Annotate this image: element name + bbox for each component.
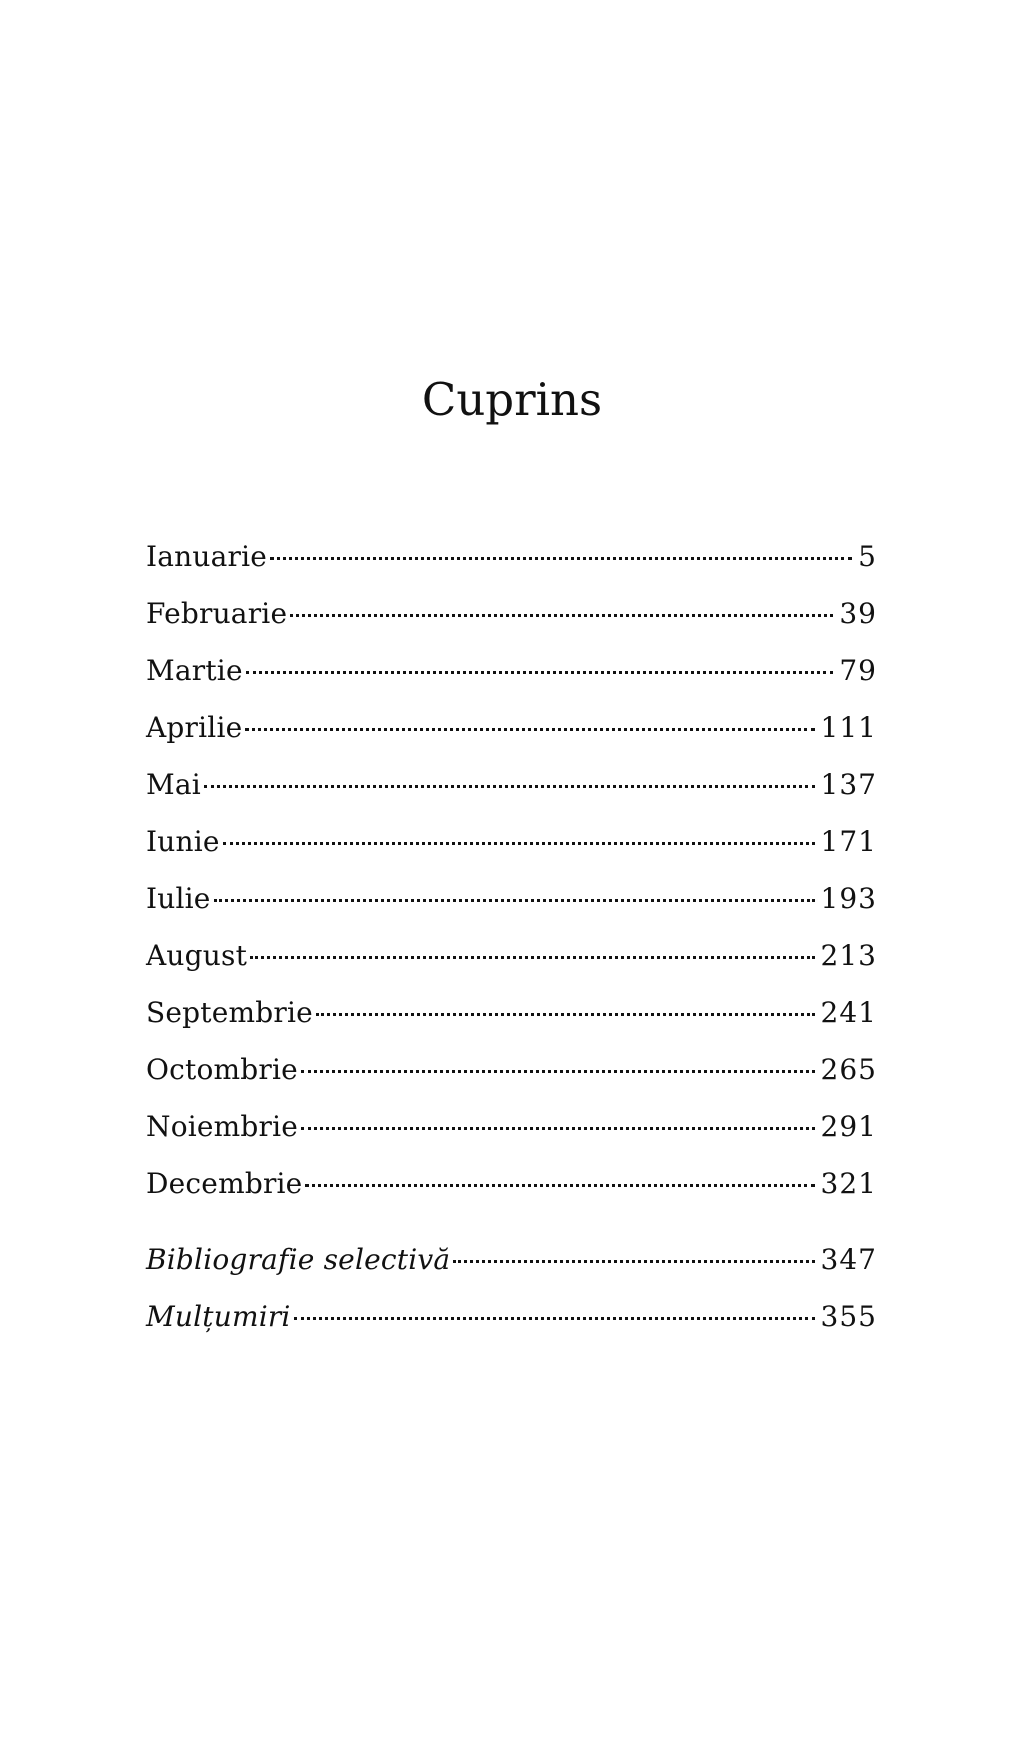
toc-entry-label: Noiembrie [146, 1110, 299, 1143]
dot-leader [204, 785, 815, 788]
toc-entry-label: Mulțumiri [146, 1300, 291, 1333]
toc-entry-decembrie[interactable] [146, 1164, 877, 1221]
dot-leader [214, 899, 815, 902]
dot-leader [245, 728, 814, 731]
toc-entry-page-number: 171 [820, 825, 877, 858]
toc-entry-page-number: 213 [820, 939, 877, 972]
toc-entry-page-number: 137 [820, 768, 877, 801]
toc-entry-iunie[interactable] [146, 822, 877, 879]
toc-entry-ianuarie[interactable] [146, 537, 877, 594]
toc-entry-page-number: 241 [820, 996, 877, 1029]
toc-entry-label: Iulie [146, 882, 211, 915]
toc-entry-label: Martie [146, 654, 243, 687]
toc-entry-label: Septembrie [146, 996, 313, 1029]
toc-entry-label: Aprilie [146, 711, 243, 744]
toc-entry-page-number: 5 [858, 540, 877, 573]
toc-entry-page-number: 39 [839, 597, 877, 630]
toc-entry-page-number: 291 [820, 1110, 877, 1143]
toc-entry-page-number: 111 [820, 711, 877, 744]
toc-entry-august[interactable] [146, 936, 877, 993]
toc-entry-iulie[interactable] [146, 879, 877, 936]
toc-entry-noiembrie[interactable] [146, 1107, 877, 1164]
toc-entry-septembrie[interactable] [146, 993, 877, 1050]
toc-entry-page-number: 79 [839, 654, 877, 687]
toc-entry-label: Mai [146, 768, 201, 801]
toc-entry-page-number: 355 [820, 1300, 877, 1333]
toc-entry-martie[interactable] [146, 651, 877, 708]
toc-entry-mai[interactable] [146, 765, 877, 822]
dot-leader [301, 1070, 815, 1073]
dot-leader [223, 842, 815, 845]
toc-entry-page-number: 347 [820, 1243, 877, 1276]
dot-leader [316, 1013, 815, 1016]
toc-entry-page-number: 321 [820, 1167, 877, 1200]
toc-entry-multumiri[interactable] [146, 1297, 877, 1354]
dot-leader [270, 557, 852, 560]
toc-entry-label: Bibliografie selectivă [146, 1243, 451, 1276]
dot-leader [294, 1317, 815, 1320]
dot-leader [250, 956, 815, 959]
toc-entry-label: Iunie [146, 825, 220, 858]
dot-leader [290, 614, 833, 617]
page-title: Cuprins [421, 373, 603, 426]
toc-entry-label: August [146, 939, 248, 972]
toc-entry-label: Februarie [146, 597, 288, 630]
toc-entry-aprilie[interactable] [146, 708, 877, 765]
dot-leader [305, 1184, 814, 1187]
toc-entry-page-number: 265 [820, 1053, 877, 1086]
table-of-contents [146, 537, 877, 1354]
toc-entry-februarie[interactable] [146, 594, 877, 651]
toc-entry-octombrie[interactable] [146, 1050, 877, 1107]
toc-entry-bibliografie[interactable] [146, 1240, 877, 1297]
toc-entry-label: Octombrie [146, 1053, 298, 1086]
toc-entry-page-number: 193 [820, 882, 877, 915]
dot-leader [301, 1127, 814, 1130]
dot-leader [246, 671, 834, 674]
dot-leader [453, 1260, 814, 1263]
toc-entry-label: Ianuarie [146, 540, 268, 573]
toc-entry-label: Decembrie [146, 1167, 303, 1200]
